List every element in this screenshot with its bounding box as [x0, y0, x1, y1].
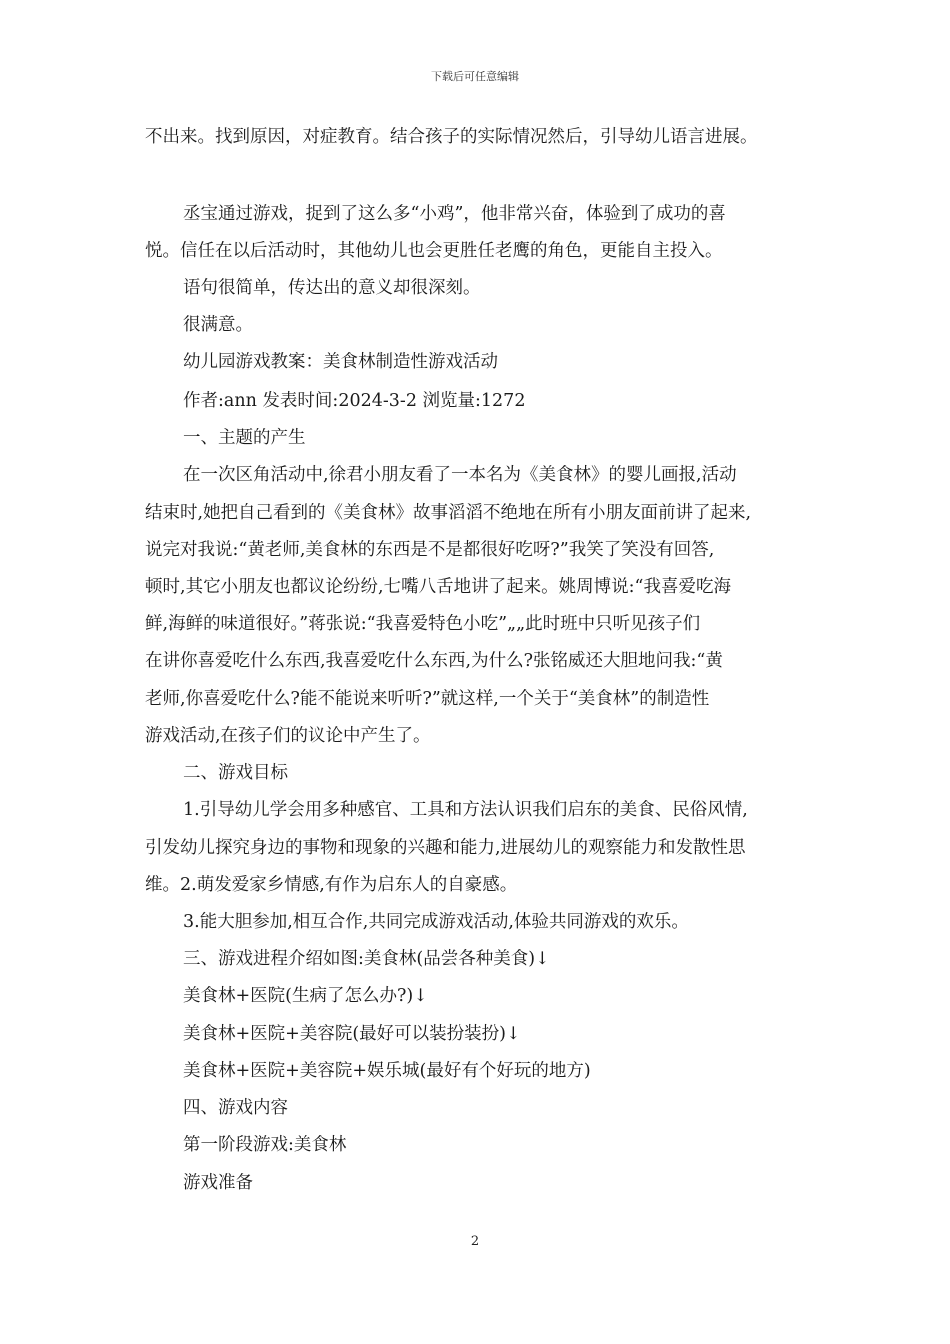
paragraph-line: 结束时,她把自己看到的《美食林》故事滔滔不绝地在所有小朋友面前讲了起来,: [145, 503, 752, 523]
paragraph-line: 在一次区角活动中,徐君小朋友看了一本名为《美食林》的婴儿画报,活动: [183, 465, 737, 485]
paragraph-line: 3.能大胆参加,相互合作,共同完成游戏活动,体验共同游戏的欢乐。: [183, 912, 689, 932]
section-heading: 三、游戏进程介绍如图:美食林(品尝各种美食)↓: [183, 949, 550, 969]
paragraph-line: 说完对我说:“黄老师,美食林的东西是不是都很好吃呀?”我笑了笑没有回答,: [145, 540, 715, 560]
paragraph-line: 在讲你喜爱吃什么东西,我喜爱吃什么东西,为什么?张铭威还大胆地问我:“黄: [145, 651, 723, 671]
flow-step: 美食林+医院(生病了怎么办?)↓: [183, 986, 428, 1006]
paragraph-line: 维。2.萌发爱家乡情感,有作为启东人的自豪感。: [145, 875, 518, 895]
paragraph-line: 不出来。找到原因，对症教育。结合孩子的实际情况然后，引导幼儿语言进展。: [145, 127, 758, 147]
subheading: 游戏准备: [183, 1173, 253, 1193]
page-number: 2: [470, 1234, 480, 1249]
paragraph-line: 丞宝通过游戏，捉到了这么多“小鸡”，他非常兴奋，体验到了成功的喜: [183, 204, 726, 224]
flow-step: 美食林+医院+美容院(最好可以装扮装扮)↓: [183, 1024, 521, 1044]
paragraph-line: 很满意。: [183, 315, 253, 335]
paragraph-line: 悦。信任在以后活动时，其他幼儿也会更胜任老鹰的角色，更能自主投入。: [145, 241, 723, 261]
paragraph-line: 鲜,海鲜的味道很好。”蒋张说:“我喜爱特色小吃”„„此时班中只听见孩子们: [145, 614, 701, 634]
paragraph-line: 语句很简单，传达出的意义却很深刻。: [183, 278, 481, 298]
section-heading: 四、游戏内容: [183, 1098, 288, 1118]
flow-step: 美食林+医院+美容院+娱乐城(最好有个好玩的地方): [183, 1061, 591, 1081]
section-heading: 一、主题的产生: [183, 428, 306, 448]
article-meta: 作者:ann 发表时间:2024-3-2 浏览量:1272: [183, 391, 526, 411]
page-header: 下载后可任意编辑: [431, 70, 519, 83]
section-heading: 二、游戏目标: [183, 763, 288, 783]
paragraph-line: 老师,你喜爱吃什么?能不能说来听听?”就这样,一个关于“美食林”的制造性: [145, 689, 710, 709]
paragraph-line: 游戏活动,在孩子们的议论中产生了。: [145, 726, 431, 746]
paragraph-line: 引发幼儿探究身边的事物和现象的兴趣和能力,进展幼儿的观察能力和发散性思: [145, 838, 746, 858]
subheading: 第一阶段游戏:美食林: [183, 1135, 347, 1155]
paragraph-line: 顿时,其它小朋友也都议论纷纷,七嘴八舌地讲了起来。姚周博说:“我喜爱吃海: [145, 577, 731, 597]
paragraph-line: 1.引导幼儿学会用多种感官、工具和方法认识我们启东的美食、民俗风情,: [183, 800, 748, 820]
article-title: 幼儿园游戏教案：美食林制造性游戏活动: [183, 352, 498, 372]
